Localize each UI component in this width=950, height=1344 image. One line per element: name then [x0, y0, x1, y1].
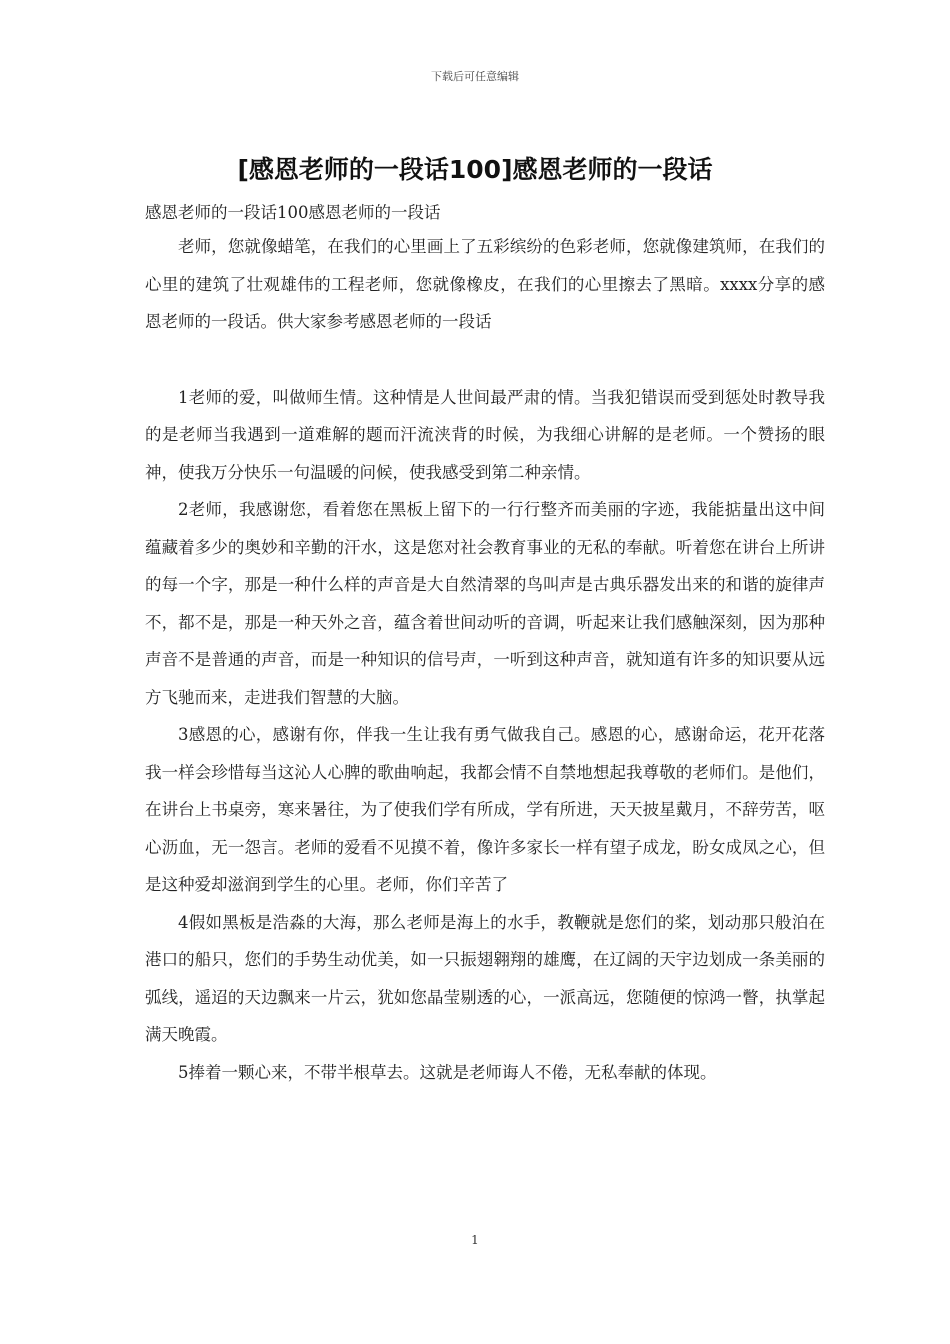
- document-title: [感恩老师的一段话100]感恩老师的一段话: [237, 155, 713, 184]
- header-note: 下载后可任意编辑: [431, 70, 519, 83]
- document-body: [145, 228, 825, 1091]
- paragraph-3: 3感恩的心，感谢有你，伴我一生让我有勇气做我自己。感恩的心，感谢命运，花开花落我一样会珍惜每当这沁人心脾的歌曲响起，我都会情不自禁地想起我尊敬的老师们。是他们，在讲台上书桌旁，寒来暑往，为了使我们学有所成，学有所进，天天披星戴月，不辞劳苦，呕心沥血，无一怨言。老师的爱看不见摸不着，像许多家长一样有望子成龙，盼女成凤之心，但是这种爱却滋润到学生的心里。老师，你们辛苦了: [145, 725, 825, 894]
- intro-paragraph: 老师，您就像蜡笔，在我们的心里画上了五彩缤纷的色彩老师，您就像建筑师，在我们的心里的建筑了壮观雄伟的工程老师，您就像橡皮，在我们的心里擦去了黑暗。xxxx分享的感恩老师的一段话。供大家参考感恩老师的一段话: [145, 237, 825, 331]
- paragraph-1: 1老师的爱，叫做师生情。这种情是人世间最严肃的情。当我犯错误而受到惩处时教导我的是老师当我遇到一道难解的题而汗流浃背的时候，为我细心讲解的是老师。一个赞扬的眼神，使我万分快乐一句温暖的问候，使我感受到第二种亲情。: [145, 387, 825, 482]
- paragraph-5: 5捧着一颗心来，不带半根草去。这就是老师诲人不倦，无私奉献的体现。: [178, 1062, 717, 1082]
- page-number: 1: [471, 1233, 479, 1247]
- paragraph-spacer: [145, 341, 825, 379]
- paragraph-4: 4假如黑板是浩淼的大海，那么老师是海上的水手，教鞭就是您们的桨，划动那只般泊在港口的船只，您们的手势生动优美，如一只振翅翱翔的雄鹰，在辽阔的天宇边划成一条美丽的弧线，遥迢的天边飘来一片云，犹如您晶莹剔透的心，一派高远，您随便的惊鸿一瞥，执掌起满天晚霞。: [145, 912, 825, 1044]
- paragraph-2: 2老师，我感谢您，看着您在黑板上留下的一行行整齐而美丽的字迹，我能掂量出这中间蕴藏着多少的奥妙和辛勤的汗水，这是您对社会教育事业的无私的奉献。听着您在讲台上所讲的每一个字，那是一种什么样的声音是大自然清翠的鸟叫声是古典乐器发出来的和谐的旋律声不，都不是，那是一种天外之音，蕴含着世间动听的音调，听起来让我们感触深刻，因为那种声音不是普通的声音，而是一种知识的信号声，一听到这种声音，就知道有许多的知识要从远方飞驰而来，走进我们智慧的大脑。: [145, 500, 825, 707]
- document-subtitle: 感恩老师的一段话100感恩老师的一段话: [145, 203, 441, 222]
